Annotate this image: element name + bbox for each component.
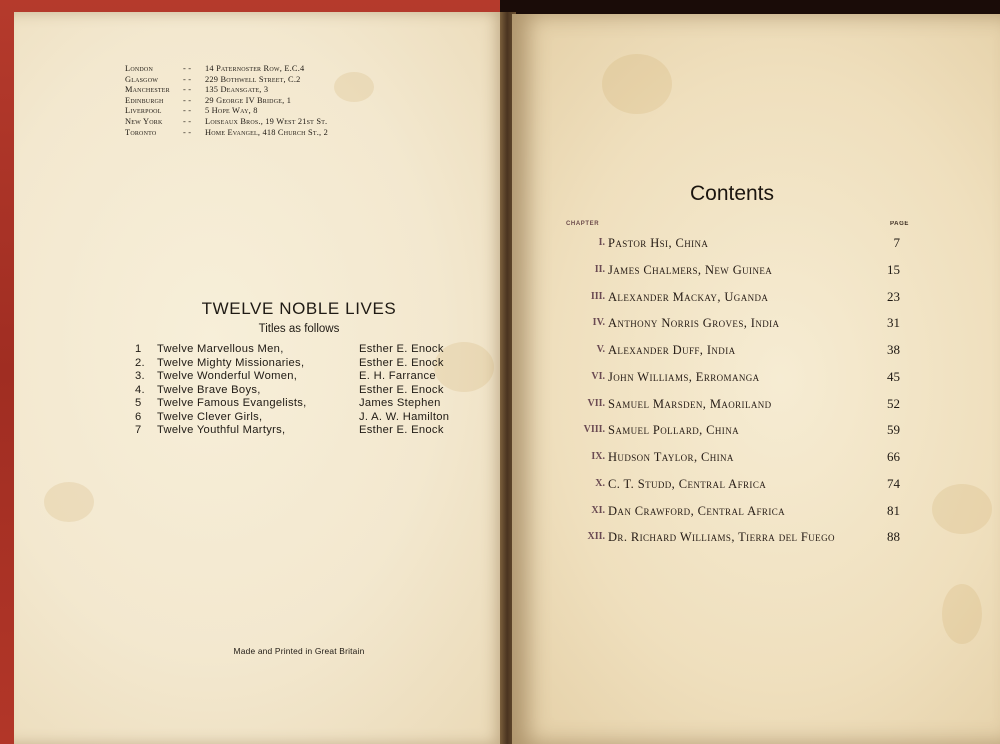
contents-heading: Contents bbox=[689, 182, 775, 205]
book-title: Twelve Youthful Martyrs, bbox=[157, 424, 286, 436]
address-line: 229 Bothwell Street, C.2 bbox=[205, 74, 301, 84]
chapter-numeral: IV. bbox=[592, 317, 605, 329]
address-city: Edinburgh bbox=[125, 95, 164, 105]
address-city: Liverpool bbox=[125, 106, 162, 116]
book-title: Twelve Clever Girls, bbox=[157, 410, 263, 423]
paper-stain bbox=[602, 54, 672, 114]
chapter-page: 7 bbox=[893, 235, 900, 250]
book-row bbox=[135, 397, 479, 411]
chapter-numeral: XI. bbox=[591, 504, 605, 516]
chapter-numeral: II. bbox=[594, 263, 605, 275]
toc-entry bbox=[550, 339, 990, 366]
book-title: Twelve Brave Boys, bbox=[157, 383, 261, 396]
chapter-page: 31 bbox=[887, 315, 900, 331]
chapter-numeral: VIII. bbox=[583, 424, 605, 436]
chapter-page: 66 bbox=[887, 449, 900, 464]
chapter-numeral: I. bbox=[598, 237, 605, 248]
chapter-title: Pastor Hsi, China bbox=[608, 236, 709, 250]
book-author: Esther E. Enock bbox=[359, 424, 444, 436]
address-line: Home Evangel, 418 Church St., 2 bbox=[205, 127, 328, 137]
address-row bbox=[125, 128, 328, 139]
address-city: Toronto bbox=[125, 127, 157, 137]
book-number: 7 bbox=[135, 424, 142, 436]
address-row bbox=[125, 75, 328, 86]
book-title: Twelve Famous Evangelists, bbox=[157, 397, 307, 409]
paper-stain bbox=[334, 72, 374, 102]
chapter-page: 81 bbox=[887, 502, 900, 518]
address-line: 5 Hope Way, 8 bbox=[205, 106, 258, 116]
book-row bbox=[135, 384, 479, 398]
chapter-title: Alexander Mackay, Uganda bbox=[608, 289, 769, 304]
address-separator: - - bbox=[183, 95, 192, 105]
address-separator: - - bbox=[183, 106, 192, 116]
chapter-title: Hudson Taylor, China bbox=[608, 450, 734, 464]
left-page bbox=[14, 12, 506, 744]
toc-entry bbox=[550, 419, 990, 446]
chapter-numeral: X. bbox=[595, 477, 605, 489]
book-author: Esther E. Enock bbox=[359, 343, 444, 355]
toc-entry bbox=[550, 259, 990, 286]
address-row bbox=[125, 117, 328, 128]
chapter-title: Dr. Richard Williams, Tierra del Fuego bbox=[608, 530, 835, 545]
chapter-numeral: III. bbox=[590, 290, 605, 302]
address-city: New York bbox=[125, 116, 163, 126]
book-row bbox=[135, 424, 479, 438]
chapter-page: 23 bbox=[887, 288, 900, 304]
table-of-contents bbox=[550, 232, 990, 553]
series-subtitle: Titles as follows bbox=[258, 323, 340, 335]
address-row bbox=[125, 96, 328, 107]
toc-entry bbox=[550, 366, 990, 393]
imprint-line: Made and Printed in Great Britain bbox=[233, 646, 365, 656]
book-number: 6 bbox=[135, 410, 142, 423]
book-author: James Stephen bbox=[359, 397, 441, 409]
toc-entry bbox=[550, 312, 990, 339]
address-city: London bbox=[125, 64, 153, 73]
book-number: 2. bbox=[135, 356, 145, 369]
chapter-page: 74 bbox=[887, 475, 900, 491]
chapter-page: 59 bbox=[887, 422, 900, 438]
book-row bbox=[135, 370, 479, 384]
book-row bbox=[135, 411, 479, 425]
book-author: E. H. Farrance bbox=[359, 370, 436, 382]
address-separator: - - bbox=[183, 127, 192, 137]
chapter-title: Dan Crawford, Central Africa bbox=[608, 503, 786, 518]
paper-stain bbox=[44, 482, 94, 522]
chapter-title: Alexander Duff, India bbox=[608, 343, 736, 357]
book-title: Twelve Marvellous Men, bbox=[157, 343, 284, 355]
chapter-numeral: VI. bbox=[591, 370, 605, 382]
toc-entry bbox=[550, 473, 990, 500]
book-author: Esther E. Enock bbox=[359, 356, 444, 369]
book-title: Twelve Mighty Missionaries, bbox=[157, 356, 305, 369]
chapter-column-label: CHAPTER bbox=[566, 221, 600, 227]
address-line: 14 Paternoster Row, E.C.4 bbox=[205, 64, 305, 73]
book-number: 3. bbox=[135, 370, 145, 382]
chapter-title: Anthony Norris Groves, India bbox=[608, 316, 780, 331]
book-author: Esther E. Enock bbox=[359, 383, 444, 396]
address-row bbox=[125, 85, 328, 96]
toc-entry bbox=[550, 500, 990, 527]
address-row bbox=[125, 64, 328, 75]
address-separator: - - bbox=[183, 85, 192, 95]
address-separator: - - bbox=[183, 116, 192, 126]
paper-stain bbox=[942, 584, 982, 644]
series-title: TWELVE NOBLE LIVES bbox=[201, 299, 397, 318]
chapter-page: 45 bbox=[887, 368, 900, 384]
chapter-title: Samuel Pollard, China bbox=[608, 423, 740, 438]
book-row bbox=[135, 343, 479, 357]
address-separator: - - bbox=[183, 74, 192, 84]
toc-entry bbox=[550, 286, 990, 313]
chapter-page: 52 bbox=[887, 395, 900, 411]
book-number: 5 bbox=[135, 397, 142, 409]
address-line: 135 Deansgate, 3 bbox=[205, 85, 269, 95]
series-book-list bbox=[135, 343, 479, 438]
chapter-title: James Chalmers, New Guinea bbox=[608, 262, 773, 277]
address-row bbox=[125, 106, 328, 117]
chapter-page: 88 bbox=[887, 529, 900, 545]
book-author: J. A. W. Hamilton bbox=[359, 410, 450, 423]
toc-entry bbox=[550, 526, 990, 553]
book-row bbox=[135, 357, 479, 371]
cover-top-edge bbox=[500, 0, 1000, 14]
chapter-numeral: V. bbox=[596, 344, 605, 355]
address-city: Glasgow bbox=[125, 74, 159, 84]
address-line: 29 George IV Bridge, 1 bbox=[205, 95, 292, 105]
book-number: 4. bbox=[135, 383, 145, 396]
chapter-page: 15 bbox=[887, 261, 900, 277]
address-separator: - - bbox=[183, 64, 192, 73]
right-page bbox=[512, 14, 1000, 744]
chapter-title: C. T. Studd, Central Africa bbox=[608, 476, 767, 491]
address-city: Manchester bbox=[125, 85, 170, 95]
publisher-addresses bbox=[125, 64, 328, 138]
book-title: Twelve Wonderful Women, bbox=[157, 370, 298, 382]
chapter-title: John Williams, Erromanga bbox=[608, 369, 760, 384]
book-number: 1 bbox=[135, 343, 142, 355]
chapter-numeral: XII. bbox=[587, 531, 605, 543]
chapter-numeral: IX. bbox=[591, 451, 605, 462]
toc-entry bbox=[550, 446, 990, 473]
toc-entry bbox=[550, 393, 990, 420]
chapter-title: Samuel Marsden, Maoriland bbox=[608, 396, 772, 411]
address-line: Loiseaux Bros., 19 West 21st St. bbox=[205, 116, 328, 126]
chapter-numeral: VII. bbox=[587, 397, 605, 409]
chapter-page: 38 bbox=[887, 342, 900, 357]
toc-entry bbox=[550, 232, 990, 259]
page-column-label: PAGE bbox=[890, 221, 909, 227]
